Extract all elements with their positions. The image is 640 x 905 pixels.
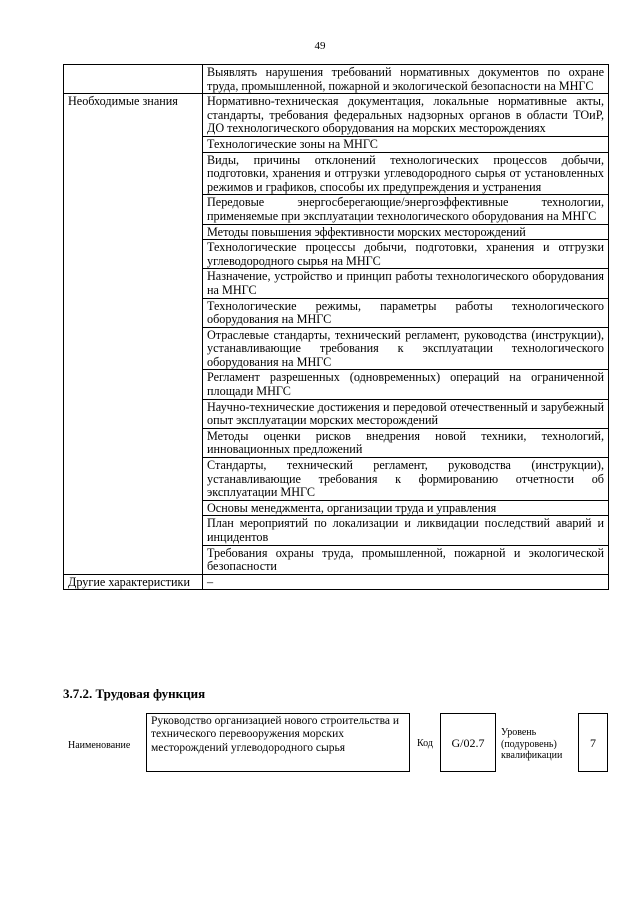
- labor-function-block: [63, 710, 609, 780]
- code-value: G/02.7: [440, 713, 496, 772]
- table-row: [64, 94, 609, 137]
- row-label: [64, 65, 203, 94]
- qualification-level-value: 7: [578, 713, 608, 772]
- level-label-line-1: Уровень: [501, 727, 537, 738]
- row-item-text: Передовые энергосберегающие/энергоэффективные технологии, применяемые при эксплуатации технологического оборудования на МНГС: [203, 195, 609, 224]
- row-item-text: Методы оценки рисков внедрения новой техники, технологий, инновационных предложений: [203, 428, 609, 457]
- code-label: Код: [417, 738, 433, 749]
- row-item-text: –: [203, 574, 609, 590]
- row-item-text: Технологические зоны на МНГС: [203, 136, 609, 152]
- row-item-text: Технологические режимы, параметры работы технологического оборудования на МНГС: [203, 298, 609, 327]
- row-item-text: Отраслевые стандарты, технический регламент, руководства (инструкции), устанавливающие требования к эксплуатации технологического оборудования на МНГС: [203, 327, 609, 370]
- row-item-text: Назначение, устройство и принцип работы технологического оборудования на МНГС: [203, 269, 609, 298]
- knowledge-table-body: [64, 65, 609, 590]
- knowledge-table: [63, 64, 609, 590]
- row-label: Необходимые знания: [64, 94, 203, 575]
- qualification-level-label: [501, 727, 562, 762]
- row-item-text: Виды, причины отклонений технологических процессов добычи, подготовки, хранения и отгрузки углеводородного сырья от установленных режимов и графиков, способы их предупреждения и устранения: [203, 152, 609, 195]
- table-row: [64, 65, 609, 94]
- row-item-text: Технологические процессы добычи, подготовки, хранения и отгрузки углеводородного сырья на МНГС: [203, 240, 609, 269]
- row-item-text: Методы повышения эффективности морских месторождений: [203, 224, 609, 240]
- level-label-line-3: квалификации: [501, 750, 563, 761]
- table-row: [64, 574, 609, 590]
- row-item-text: Выявлять нарушения требований нормативных документов по охране труда, промышленной, пожарной и экологической безопасности на МНГС: [203, 65, 609, 94]
- level-label-line-2: (подуровень): [501, 738, 557, 750]
- row-item-text: Нормативно-техническая документация, локальные нормативные акты, стандарты, требования федеральных надзорных органов в области ТОиР, ДО технологического оборудования на морских месторождениях: [203, 94, 609, 137]
- row-item-text: Научно-технические достижения и передовой отечественный и зарубежный опыт эксплуатации морских месторождений: [203, 399, 609, 428]
- row-item-text: Требования охраны труда, промышленной, пожарной и экологической безопасности: [203, 545, 609, 574]
- function-name-label: Наименование: [68, 740, 131, 751]
- row-item-text: Регламент разрешенных (одновременных) операций на ограниченной площади МНГС: [203, 370, 609, 399]
- page-number: 49: [314, 40, 326, 52]
- row-item-text: Стандарты, технический регламент, руководства (инструкции), устанавливающие требования к формированию отчетности об эксплуатации МНГС: [203, 458, 609, 501]
- row-item-text: План мероприятий по локализации и ликвидации последствий аварий и инцидентов: [203, 516, 609, 545]
- function-name-value: Руководство организацией нового строительства и технического перевооружения морских месторождений углеводородного сырья: [146, 713, 410, 772]
- row-label: Другие характеристики: [64, 574, 203, 590]
- section-heading: 3.7.2. Трудовая функция: [63, 686, 206, 701]
- row-item-text: Основы менеджмента, организации труда и управления: [203, 500, 609, 516]
